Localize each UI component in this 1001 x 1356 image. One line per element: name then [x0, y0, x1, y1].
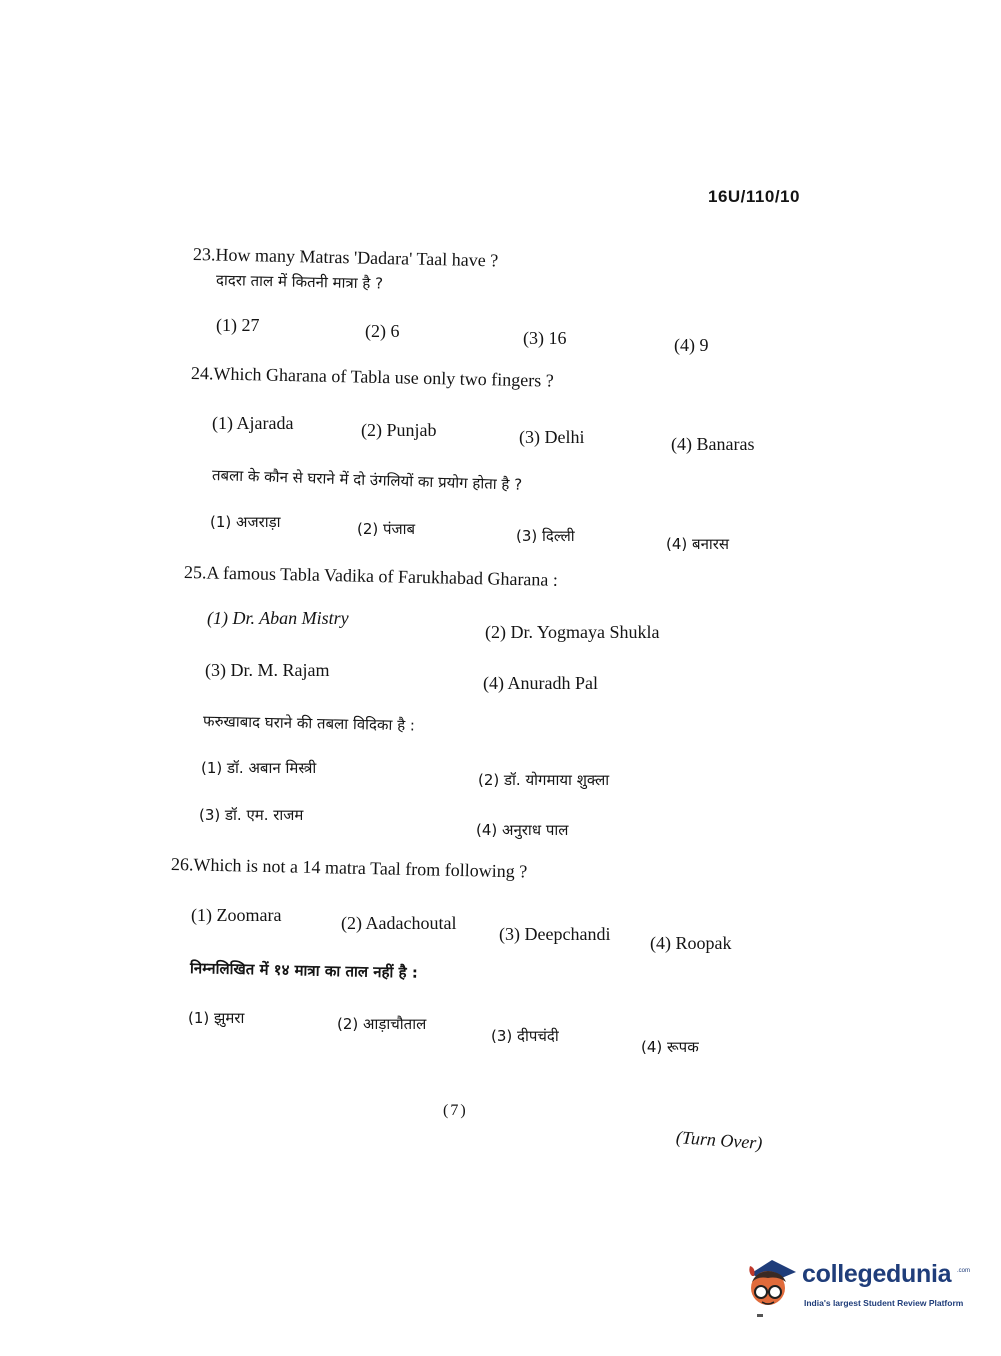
question-number: 25.: [183, 562, 207, 583]
question-24-hindi: तबला के कौन से घराने में दो उंगलियों का प्रयोग होता है ?: [211, 466, 523, 494]
q24-option-4-hi: (4) बनारस: [666, 535, 730, 553]
question-number: 26.: [170, 854, 194, 875]
q23-option-2: (2) 6: [365, 321, 400, 341]
scan-mark: [757, 1314, 763, 1317]
q26-option-1-hi: (1) झुमरा: [188, 1009, 245, 1027]
logo-tagline: India's largest Student Review Platform: [804, 1298, 964, 1308]
paper-code: 16U/110/10: [708, 187, 800, 206]
q24-option-4-en: (4) Banaras: [671, 434, 755, 454]
q26-option-4-hi: (4) रूपक: [641, 1038, 699, 1056]
question-text-en: Which Gharana of Tabla use only two fingers ?: [213, 363, 554, 391]
page-number: (7): [443, 1102, 468, 1119]
q26-option-2-en: (2) Aadachoutal: [341, 913, 457, 933]
q26-option-4-en: (4) Roopak: [650, 933, 732, 953]
logo-domain: .com: [957, 1268, 971, 1274]
collegedunia-logo: [742, 1250, 972, 1320]
q25-option-1-hi: (1) डॉ. अबान मिस्त्री: [201, 759, 317, 777]
q25-option-3-hi: (3) डॉ. एम. राजम: [199, 806, 304, 824]
q26-option-1-en: (1) Zoomara: [191, 905, 282, 925]
q26-option-2-hi: (2) आड़ाचौताल: [337, 1015, 427, 1033]
q26-option-3-en: (3) Deepchandi: [499, 924, 611, 944]
q25-option-4-en: (4) Anuradh Pal: [483, 673, 598, 693]
student-mascot-icon: [742, 1254, 800, 1314]
question-text-en: Which is not a 14 matra Taal from following ?: [193, 854, 528, 882]
question-23: [193, 244, 499, 271]
question-number: 24.: [190, 363, 214, 384]
q24-option-3-hi: (3) दिल्ली: [516, 527, 575, 545]
question-25: [184, 562, 558, 591]
q24-option-3-en: (3) Delhi: [519, 427, 585, 447]
question-23-hindi: दादरा ताल में कितनी मात्रा है ?: [215, 271, 384, 293]
q26-option-3-hi: (3) दीपचंदी: [491, 1027, 559, 1045]
q23-option-4: (4) 9: [674, 335, 709, 355]
question-26-hindi: निम्नलिखित में १४ मात्रा का ताल नहीं है :: [189, 959, 419, 982]
q25-option-2-en: (2) Dr. Yogmaya Shukla: [485, 622, 660, 642]
q23-option-3: (3) 16: [523, 328, 567, 348]
question-text-en: How many Matras 'Dadara' Taal have ?: [215, 244, 499, 271]
question-25-hindi: फरुखाबाद घराने की तबला विदिका है :: [202, 712, 416, 735]
q24-option-2-hi: (2) पंजाब: [357, 520, 416, 538]
q24-option-1-hi: (1) अजराड़ा: [210, 513, 281, 531]
q25-option-1-en: (1) Dr. Aban Mistry: [207, 608, 349, 628]
turn-over-note: (Turn Over): [675, 1127, 764, 1154]
q25-option-2-hi: (2) डॉ. योगमाया शुक्ला: [478, 771, 610, 789]
q24-option-2-en: (2) Punjab: [361, 420, 437, 440]
question-text-en: A famous Tabla Vadika of Farukhabad Gharana :: [206, 562, 559, 590]
q23-option-1: (1) 27: [216, 315, 260, 335]
question-26: [171, 854, 528, 882]
logo-wordmark: collegedunia: [802, 1260, 952, 1288]
question-number: 23.: [192, 244, 216, 265]
question-24: [191, 363, 554, 392]
q25-option-3-en: (3) Dr. M. Rajam: [205, 660, 330, 680]
q25-option-4-hi: (4) अनुराध पाल: [476, 821, 569, 839]
q24-option-1-en: (1) Ajarada: [212, 413, 294, 433]
